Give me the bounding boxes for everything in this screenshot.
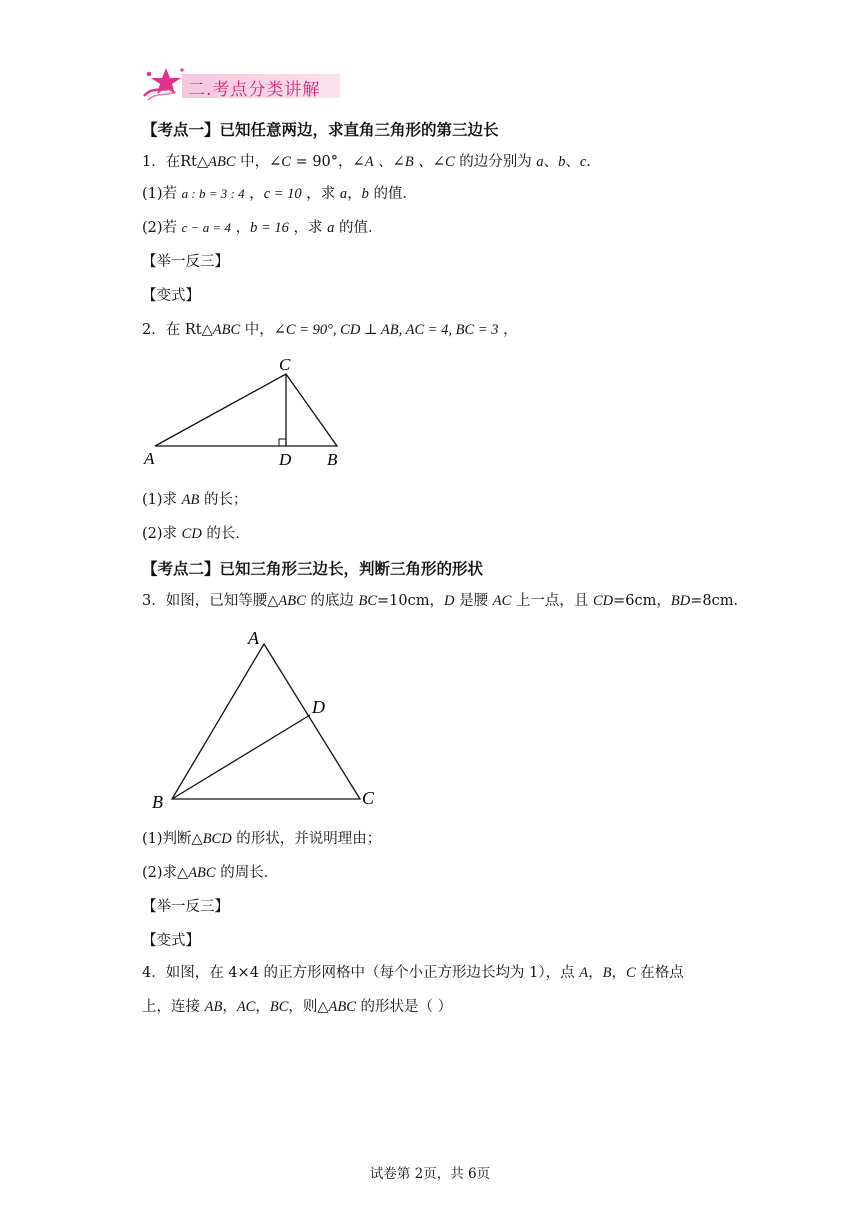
- question-3-part-1: (1)判断△BCD 的形状，并说明理由；: [142, 831, 382, 847]
- question-3: 3．如图，已知等腰△ABC 的底边 BC=10cm，D 是腰 AC 上一点，且 CD=6cm，BD=8cm．: [142, 593, 748, 609]
- label-d: D: [312, 697, 325, 717]
- label-c: C: [279, 355, 291, 374]
- label-b: B: [152, 792, 163, 812]
- label-a: A: [248, 628, 259, 648]
- section-banner: [142, 66, 342, 102]
- question-2-part-2: (2)求 CD 的长．: [142, 526, 250, 542]
- jyfs-label-2: 【举一反三】: [142, 899, 229, 915]
- question-4-line-1: 4．如图，在 4×4 的正方形网格中（每个小正方形边长均为 1），点 A，B，C 在格点: [142, 965, 684, 981]
- question-4-line-2: 上，连接 AB，AC，BC，则△ABC 的形状是（ ）: [142, 999, 453, 1015]
- jyfs-label-1: 【举一反三】: [142, 254, 229, 270]
- triangle-abc: [172, 644, 360, 799]
- figure-isosceles-triangle: [140, 622, 390, 822]
- label-c: C: [362, 788, 375, 808]
- question-1: 1．在Rt△ABC 中，∠C = 90°，∠A 、∠B 、∠C 的边分别为 a、b、c．: [142, 154, 601, 170]
- banner-title: 二.考点分类讲解: [188, 80, 321, 100]
- label-a: A: [144, 449, 155, 468]
- label-d: D: [279, 450, 292, 469]
- triangle-abc: [155, 374, 337, 446]
- question-2-part-1: (1)求 AB 的长；: [142, 492, 248, 508]
- question-1-part-1: (1)若 a : b = 3 : 4 ，c = 10 ，求 a，b 的值．: [142, 186, 418, 202]
- segment-bd: [172, 715, 310, 799]
- bianshi-label-2: 【变式】: [142, 933, 200, 949]
- figure-right-triangle: [140, 352, 360, 472]
- kp1-heading: 【考点一】已知任意两边，求直角三角形的第三边长: [142, 121, 499, 139]
- question-1-part-2: (2)若 c − a = 4 ，b = 16 ，求 a 的值．: [142, 220, 383, 236]
- right-angle-mark: [279, 439, 286, 446]
- page-footer: 试卷第 2页，共 6页: [369, 1166, 491, 1182]
- label-b: B: [327, 450, 338, 469]
- question-3-part-2: (2)求△ABC 的周长．: [142, 865, 279, 881]
- bianshi-label-1: 【变式】: [142, 288, 200, 304]
- kp2-heading: 【考点二】已知三角形三边长，判断三角形的形状: [142, 560, 484, 578]
- question-2: 2．在 Rt△ABC 中，∠C = 90°, CD ⊥ AB, AC = 4, BC = 3 ，: [142, 322, 518, 338]
